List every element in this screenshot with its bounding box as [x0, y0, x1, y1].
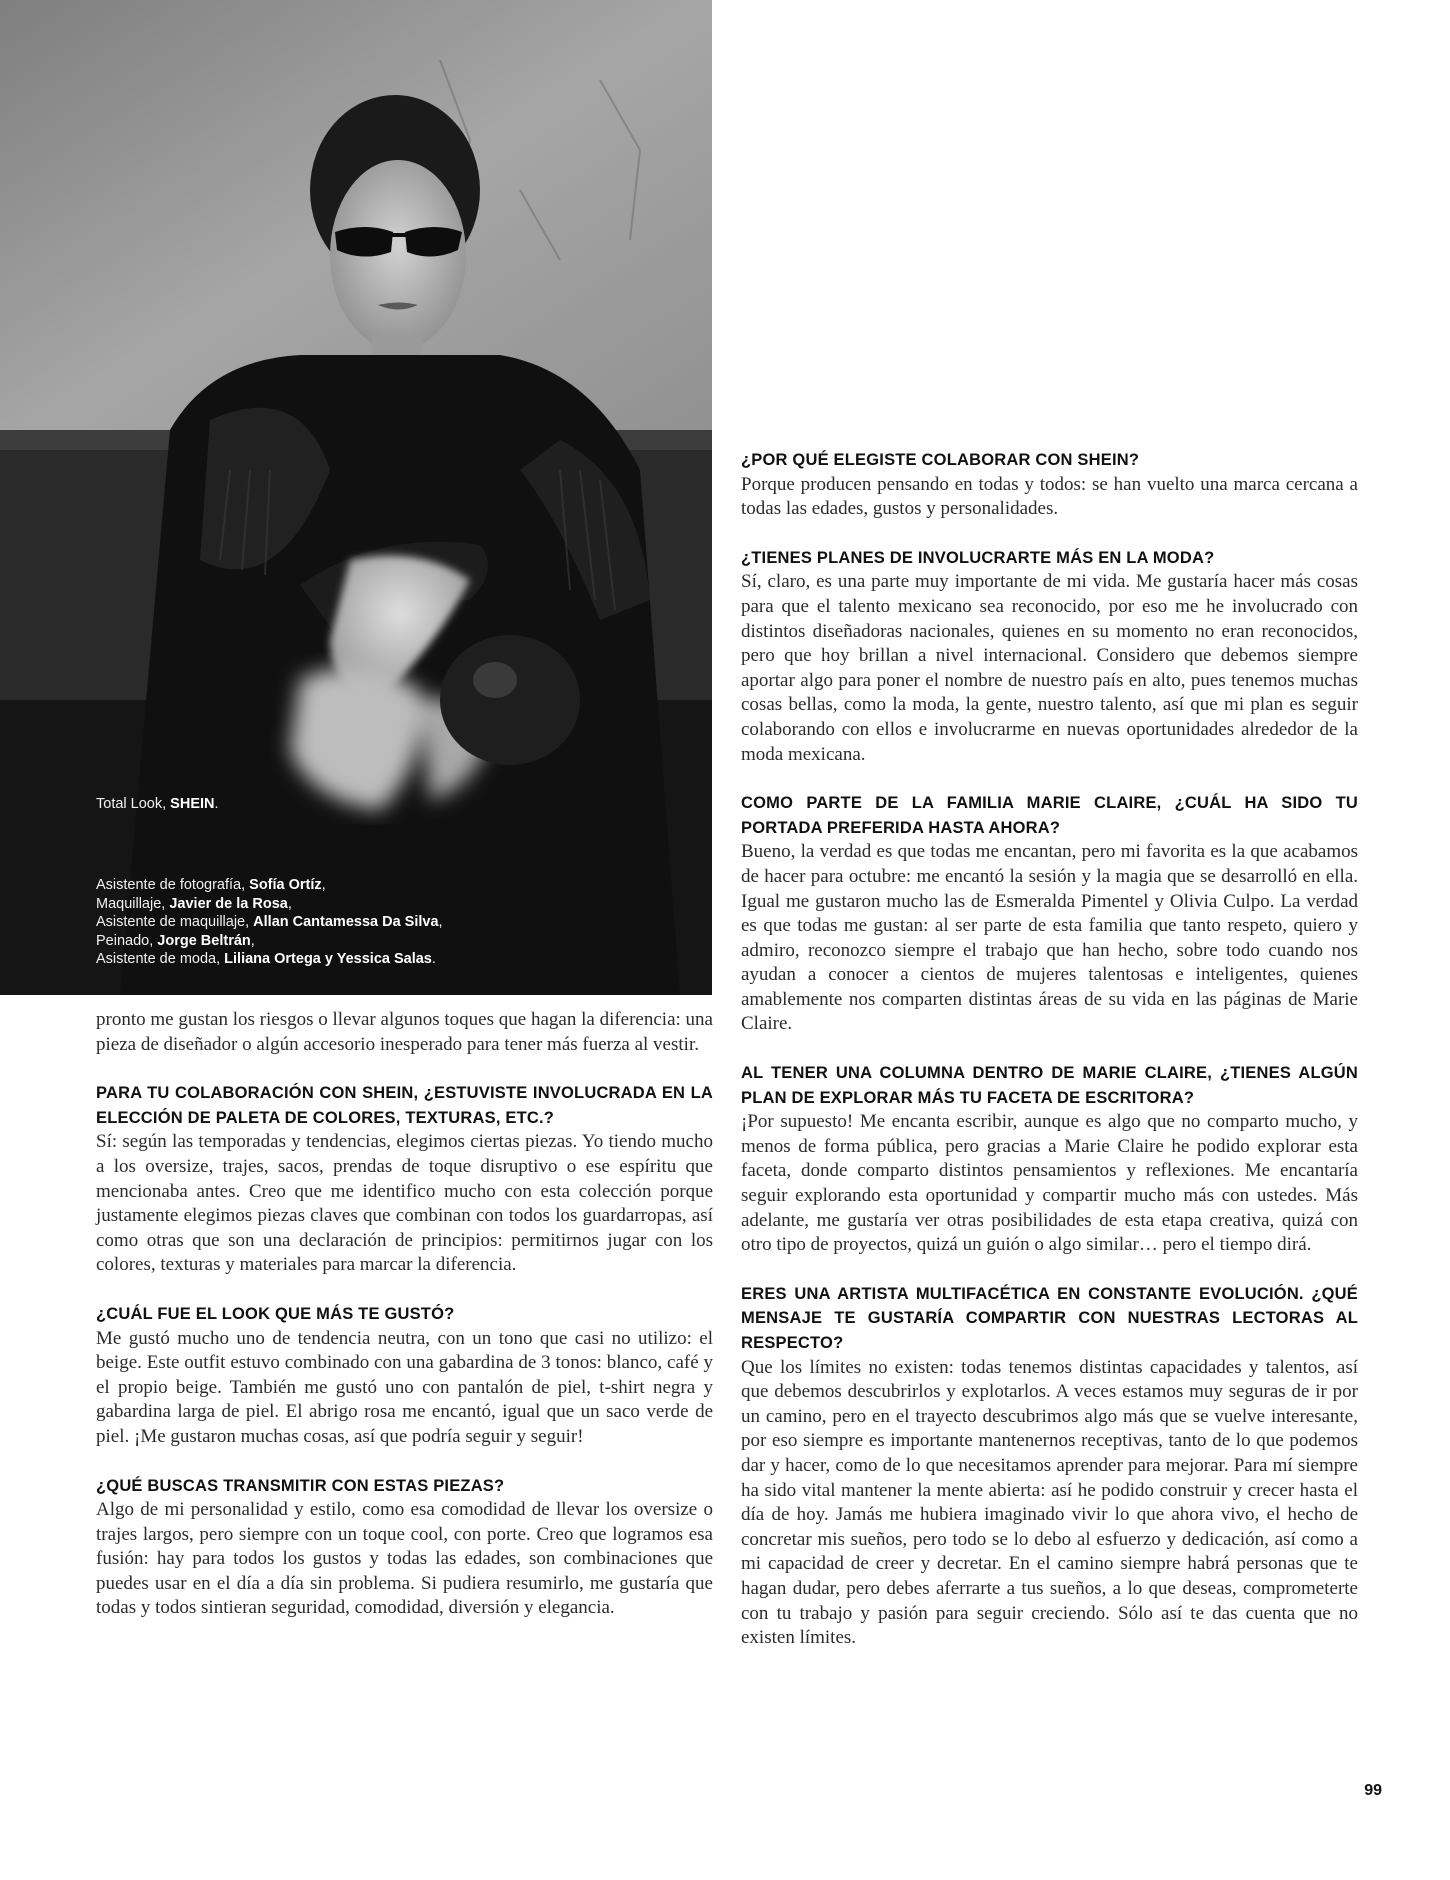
qa-block [741, 791, 1358, 1037]
qa-block [741, 1061, 1358, 1258]
credit-line [96, 895, 443, 914]
qa-block [96, 1302, 713, 1450]
credit-name: Jorge Beltrán [157, 932, 251, 949]
credit-end: , [287, 895, 292, 912]
credit-role: Maquillaje, [96, 895, 170, 912]
credit-name: Liliana Ortega y Yessica Salas [224, 951, 432, 967]
question-heading: ¿QUÉ BUSCAS TRANSMITIR CON ESTAS PIEZAS? [96, 1476, 505, 1495]
left-column [96, 1008, 713, 1645]
portrait-illustration [0, 0, 712, 995]
qa-block [741, 546, 1358, 767]
credit-line [96, 913, 443, 932]
answer-paragraph: Me gustó mucho uno de tendencia neutra, con un tono que casi no utilizo: el beige. Este outfit estuvo combinado con una gabardina de 3 tonos: blanco, café y el propio beige. También me gustó uno con pantalón de piel, t-shirt negra y gabardina larga de piel. El abrigo rosa me encantó, igual que un saco verde de piel. ¡Me gustaron muchas cosas, así que podría seguir y seguir! [96, 1327, 713, 1447]
look-caption-brand: SHEIN [170, 796, 215, 812]
credit-end: , [321, 877, 326, 893]
question-heading: COMO PARTE DE LA FAMILIA MARIE CLAIRE, ¿CUÁL HA SIDO TU PORTADA PREFERIDA HASTA AHORA? [741, 794, 1358, 837]
look-caption-suffix: . [214, 796, 219, 812]
credit-name: Javier de la Rosa [169, 895, 288, 912]
answer-paragraph: Porque producen pensando en todas y todos: se han vuelto una marca cercana a todas las edades, gustos y personalidades. [741, 473, 1358, 520]
answer-paragraph: Sí: según las temporadas y tendencias, elegimos ciertas piezas. Yo tiendo mucho a los oversize, trajes, sacos, prendas de toque disruptivo o ese espíritu que mencionaba antes. Creo que me identifico mucho con esta colección porque justamente elegimos piezas claves que combinan con todos los guardarropas, así como otras que son una declaración de principios: permitirnos jugar con los colores, texturas y materiales para marcar la diferencia. [96, 1131, 713, 1276]
intro-paragraph: pronto me gustan los riesgos o llevar algunos toques que hagan la diferencia: una pieza de diseñador o algún accesorio inesperado para tener más fuerza al vestir. [96, 1009, 713, 1055]
qa-block [96, 1081, 713, 1278]
credit-role: Asistente de maquillaje, [96, 914, 254, 930]
credit-name: Sofía Ortíz [249, 877, 322, 893]
question-heading: ERES UNA ARTISTA MULTIFACÉTICA EN CONSTANTE EVOLUCIÓN. ¿QUÉ MENSAJE TE GUSTARÍA COMPARTIR CON NUESTRAS LECTORAS AL RESPECTO? [741, 1284, 1358, 1352]
qa-block [741, 1282, 1358, 1651]
question-heading: AL TENER UNA COLUMNA DENTRO DE MARIE CLAIRE, ¿TIENES ALGÚN PLAN DE EXPLORAR MÁS TU FACETA DE ESCRITORA? [741, 1064, 1358, 1107]
right-column [741, 448, 1358, 1675]
answer-paragraph: ¡Por supuesto! Me encanta escribir, aunque es algo que no comparto mucho, y menos de forma pública, pero gracias a Marie Claire he podido explorar esta faceta, donde comparto distintos pensamientos y reflexiones. Me encantaría seguir explorando esta oportunidad y compartir mucho más con ustedes. Más adelante, me gustaría ver otras posibilidades de esta etapa creativa, quizá con otro tipo de proyectos, quizá un guión o algo similar… pero el tiempo dirá. [741, 1111, 1358, 1256]
credit-role: Asistente de moda, [96, 951, 225, 967]
look-caption-prefix: Total Look, [96, 796, 171, 812]
question-heading: ¿POR QUÉ ELEGISTE COLABORAR CON SHEIN? [741, 451, 1140, 469]
portrait-photo [0, 0, 712, 995]
qa-block [741, 448, 1358, 522]
credit-line [96, 932, 443, 951]
credit-role: Peinado, [96, 932, 158, 949]
look-caption [96, 795, 219, 814]
question-heading: PARA TU COLABORACIÓN CON SHEIN, ¿ESTUVISTE INVOLUCRADA EN LA ELECCIÓN DE PALETA DE COLORES, TEXTURAS, ETC.? [96, 1084, 713, 1127]
credit-end: , [438, 914, 443, 930]
credit-role: Asistente de fotografía, [96, 877, 250, 893]
page-number: 99 [1364, 1782, 1382, 1799]
credit-name: Allan Cantamessa Da Silva [253, 914, 439, 930]
answer-paragraph: Que los límites no existen: todas tenemos distintas capacidades y talentos, así que debemos descubrirlos y explotarlos. A veces estamos muy seguras de ir por un camino, pero en el trayecto descubrimos algo más que se vuelve interesante, por eso siempre es importante mantenernos receptivas, tanto de lo que podemos dar y hacer, como de lo que necesitamos aprender para mejorar. Para mí siempre ha sido vital mantener la mente abierta: así he podido construir y crecer hasta el día de hoy. Jamás me hubiera imaginado vivir lo que ahora vivo, el hecho de concretar mis sueños, pero todo se lo debo al esfuerzo y dedicación, así como a mi capacidad de creer y decretar. En el camino siempre habrá personas que te hagan dudar, pero debes aferrarte a tus sueños, a lo que deseas, comprometerte con tu trabajo y pasión para seguir creciendo. Sólo así te das cuenta que no existen límites. [741, 1356, 1358, 1649]
credit-line [96, 950, 443, 969]
credit-end: . [431, 951, 436, 967]
credit-line [96, 876, 443, 895]
answer-paragraph: Bueno, la verdad es que todas me encantan, pero mi favorita es la que acabamos de hacer para octubre: me encantó la sesión y la magia que se desarrolló en ella. Igual me gustaron mucho las de Esmeralda Pimentel y Olivia Culpo. La verdad es que todas me gustan: al ser parte de esta familia que tanto respeto, quiero y admiro, reconozco siempre el trabajo que han hecho, sobre todo cuando nos ayudan a conocer a cientos de mujeres talentosas e inteligentes, quienes amablemente nos comparten distintas áreas de su vida en las páginas de Marie Claire. [741, 841, 1358, 1035]
question-heading: ¿CUÁL FUE EL LOOK QUE MÁS TE GUSTÓ? [96, 1304, 455, 1323]
intro-block [96, 1008, 713, 1057]
credits-caption [96, 876, 443, 969]
question-heading: ¿TIENES PLANES DE INVOLUCRARTE MÁS EN LA MODA? [741, 548, 1215, 567]
answer-paragraph: Sí, claro, es una parte muy importante de mi vida. Me gustaría hacer más cosas para que el talento mexicano sea reconocido, por eso me he involucrado con distintos diseñadoras nacionales, quienes en su momento no eran reconocidos, pero que hoy brillan a nivel internacional. Considero que debemos siempre aportar algo para poner el nombre de nuestro país en alto, pues tenemos muchas cosas bellas, como la moda, la gente, nuestro talento, así que mi plan es seguir colaborando con ellos e involucrarme en nuevas oportunidades alrededor de la moda mexicana. [741, 571, 1358, 765]
qa-block [96, 1474, 713, 1622]
answer-paragraph: Algo de mi personalidad y estilo, como esa comodidad de llevar los oversize o trajes largos, pero siempre con un toque cool, con porte. Creo que logramos esa fusión: hay para todos los gustos y todas las edades, son combinaciones que puedes usar en el día a día sin problema. Si pudiera resumirlo, me gustaría que todas y todos sintieran seguridad, comodidad, diversión y elegancia. [96, 1499, 713, 1619]
credit-end: , [250, 932, 255, 949]
